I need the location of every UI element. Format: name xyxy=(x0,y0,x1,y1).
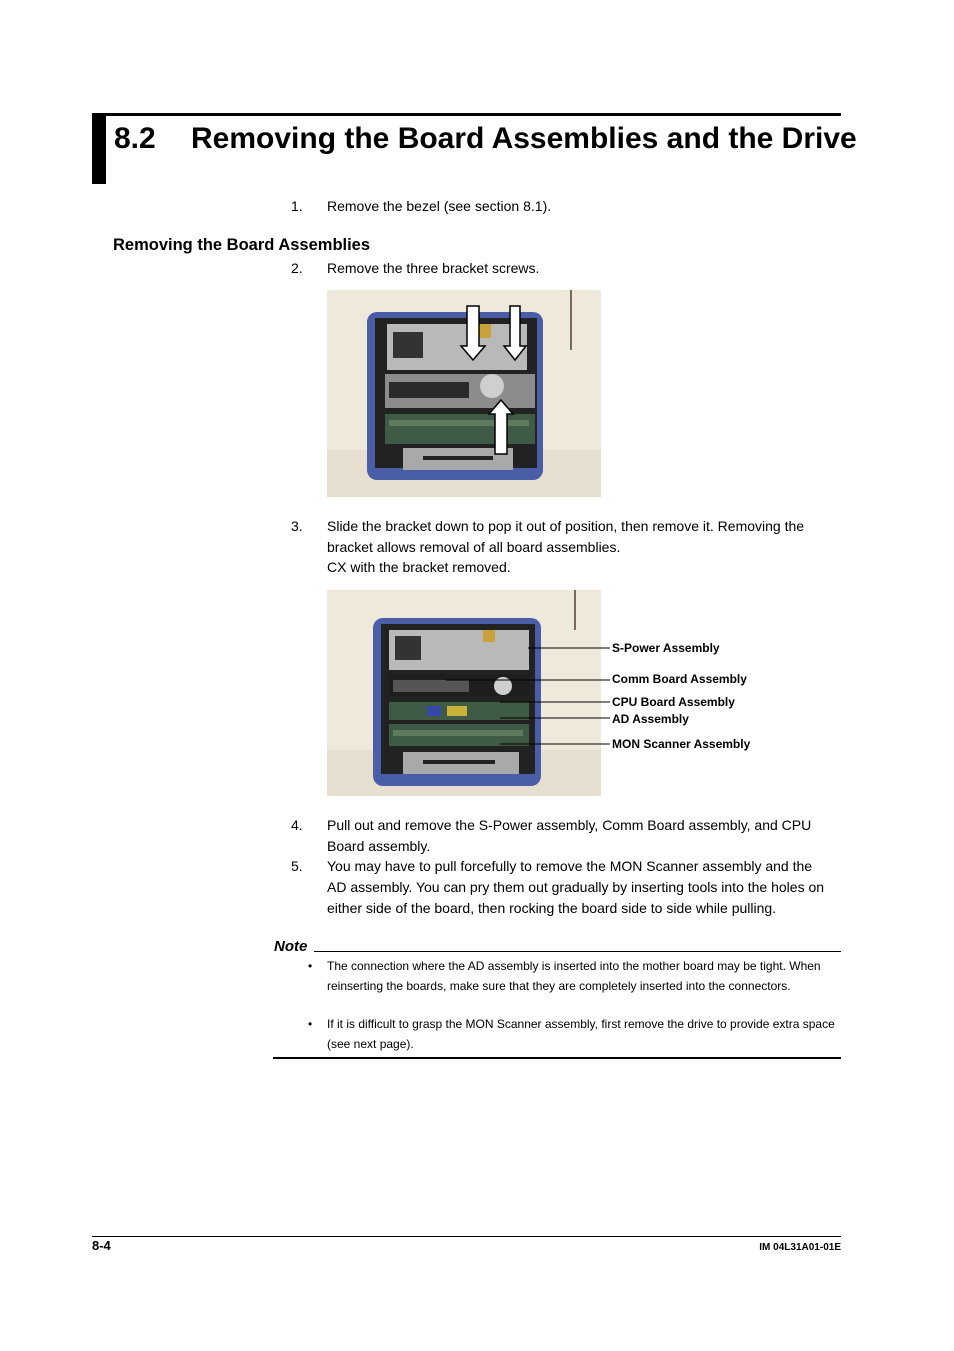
callout-mon-scanner: MON Scanner Assembly xyxy=(612,737,751,751)
note-rule-top xyxy=(314,951,841,952)
subheading: Removing the Board Assemblies xyxy=(113,236,371,254)
callout-leaders xyxy=(430,640,612,750)
step-number: 1. xyxy=(291,198,303,214)
document-id: IM 04L31A01-01E xyxy=(759,1242,841,1253)
photo-caption: CX with the bracket removed. xyxy=(327,559,511,575)
note-rule-bottom xyxy=(273,1057,841,1059)
callout-comm-board: Comm Board Assembly xyxy=(612,672,747,686)
note-text: If it is difficult to grasp the MON Scanner assembly, first remove the drive to provide extra space (see next page). xyxy=(327,1017,835,1051)
bullet: • xyxy=(308,959,313,973)
step-number: 4. xyxy=(291,817,303,833)
note-title: Note xyxy=(274,938,308,955)
step-text: You may have to pull forcefully to remove the MON Scanner assembly and the AD assembly. You can pry them out gradually by inserting tools into the holes on either side of the board, then rocking the board side to side while pulling. xyxy=(327,858,825,916)
footer-rule xyxy=(92,1236,841,1237)
step-number: 5. xyxy=(291,858,303,874)
callout-cpu-board: CPU Board Assembly xyxy=(612,695,735,709)
page-number: 8-4 xyxy=(92,1238,111,1253)
step-number: 2. xyxy=(291,260,303,276)
section-title: Removing the Board Assemblies and the Drive xyxy=(191,122,857,155)
step-text: Remove the bezel (see section 8.1). xyxy=(327,198,552,214)
callout-s-power: S-Power Assembly xyxy=(612,641,720,655)
section-heading-rule xyxy=(106,113,841,116)
note-text: The connection where the AD assembly is inserted into the mother board may be tight. When reinserting the boards, make sure that they are completely inserted into the connectors. xyxy=(327,959,821,993)
step-text: Remove the three bracket screws. xyxy=(327,260,540,276)
photo-bracket-screws xyxy=(327,290,601,497)
step-text: Pull out and remove the S-Power assembly, Comm Board assembly, and CPU Board assembly. xyxy=(327,817,812,854)
callout-ad: AD Assembly xyxy=(612,712,689,726)
step-text: Slide the bracket down to pop it out of position, then remove it. Removing the bracket allows removal of all board assemblies. xyxy=(327,518,805,555)
bullet: • xyxy=(308,1017,313,1031)
section-heading-bar xyxy=(92,113,106,184)
section-number: 8.2 xyxy=(114,122,156,155)
step-number: 3. xyxy=(291,518,303,534)
